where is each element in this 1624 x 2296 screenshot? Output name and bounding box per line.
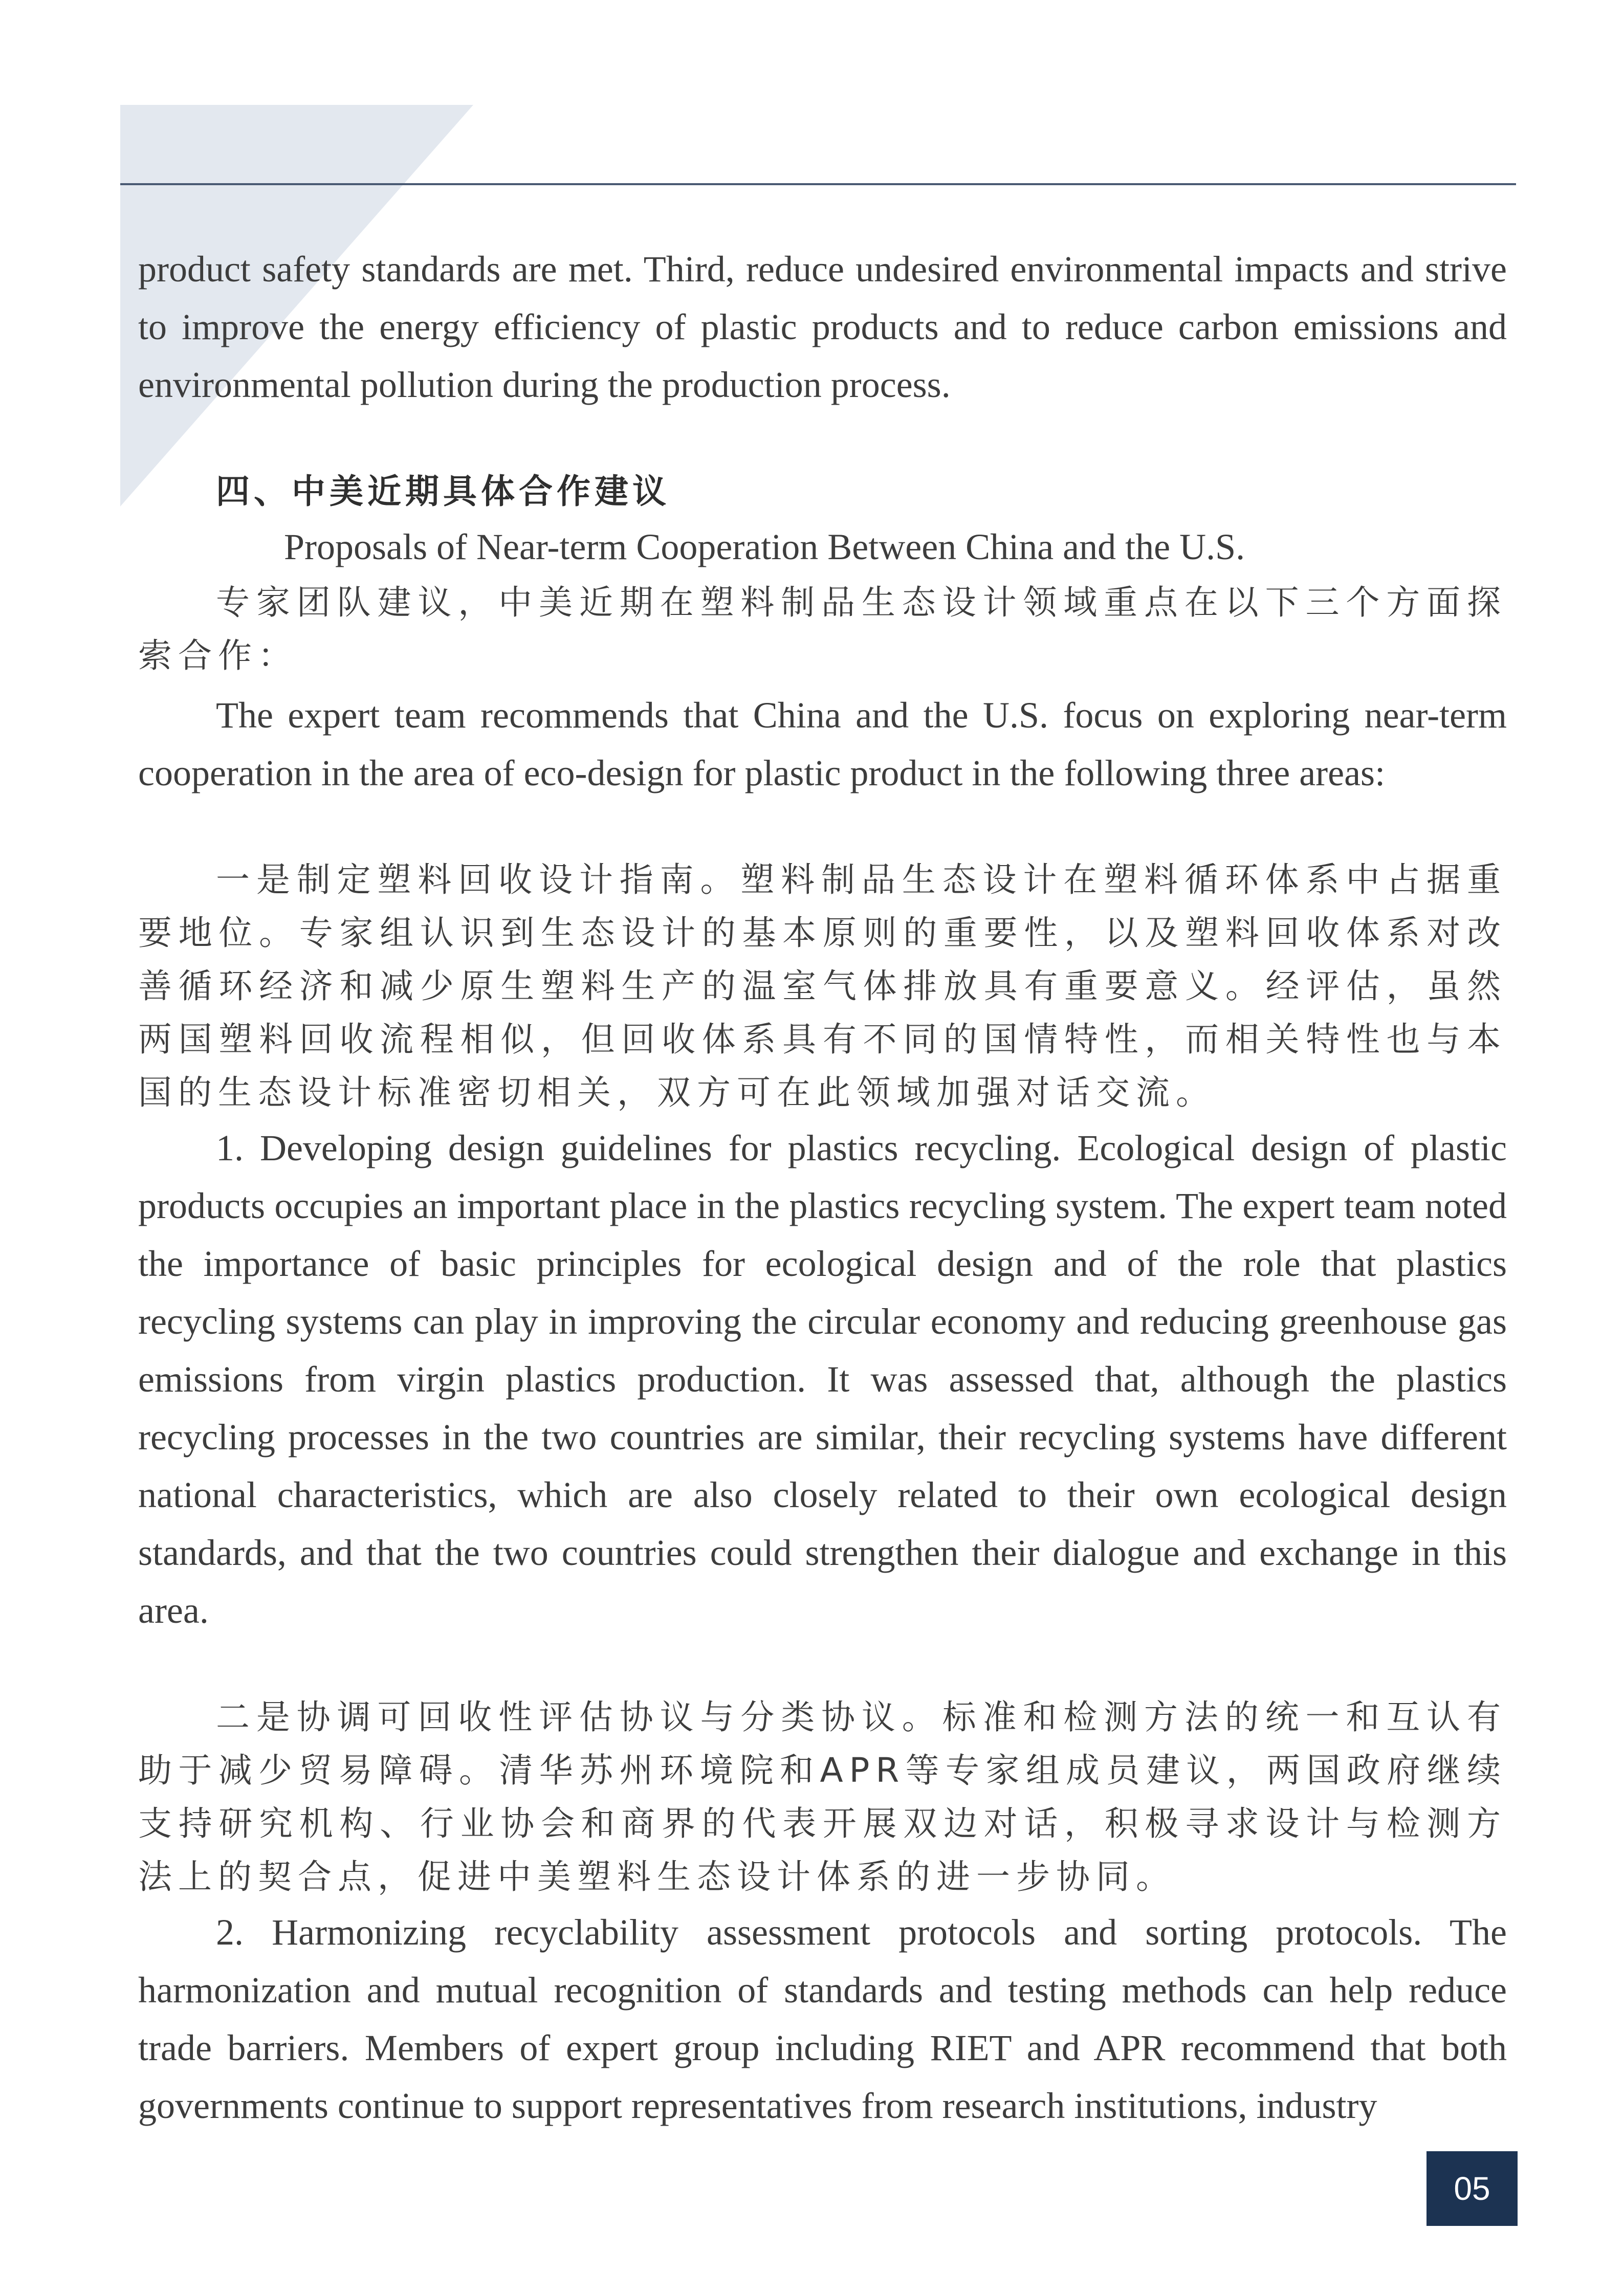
item-2-chinese: 二是协调可回收性评估协议与分类协议。标准和检测方法的统一和互认有助于减少贸易障碍。清华苏州环境院和APR等专家组成员建议，两国政府继续支持研究机构、行业协会和商界的代表开展双边对话，积极寻求设计与检测方法上的契合点，促进中美塑料生态设计体系的进一步协同。	[138, 1697, 1507, 1896]
document-body	[138, 240, 1507, 2135]
paragraph-continuation: product safety standards are met. Third, reduce undesired environmental impacts and strive to improve the energy efficiency of plastic products and to reduce carbon emissions and environmental pollution during the production process.	[138, 249, 1507, 405]
header-rule	[120, 183, 1516, 185]
item-1-english: 1. Developing design guidelines for plastics recycling. Ecological design of plastic products occupies an important place in the plastics recycling system. The expert team noted the importance of basic principles for ecological design and of the role that plastics recycling systems can play in improving the circular economy and reducing greenhouse gas emissions from virgin plastics production. It was assessed that, although the plastics recycling processes in the two countries are similar, their recycling systems have different national characteristics, which are also closely related to their own ecological design standards, and that the two countries could strengthen their dialogue and exchange in this area.	[138, 1128, 1507, 1631]
item-1-chinese: 一是制定塑料回收设计指南。塑料制品生态设计在塑料循环体系中占据重要地位。专家组认识到生态设计的基本原则的重要性，以及塑料回收体系对改善循环经济和减少原生塑料生产的温室气体排放具有重要意义。经评估，虽然两国塑料回收流程相似，但回收体系具有不同的国情特性，而相关特性也与本国的生态设计标准密切相关，双方可在此领域加强对话交流。	[138, 860, 1507, 1112]
intro-paragraph-english: The expert team recommends that China and the U.S. focus on exploring near-term cooperation in the area of eco-design for plastic product in the following three areas:	[138, 695, 1507, 793]
intro-paragraph-chinese: 专家团队建议，中美近期在塑料制品生态设计领域重点在以下三个方面探索合作：	[138, 583, 1507, 675]
section-heading-english: Proposals of Near-term Cooperation Between China and the U.S.	[284, 526, 1245, 567]
section-heading-chinese: 四、中美近期具体合作建议	[216, 472, 670, 511]
page-number-badge: 05	[1427, 2151, 1518, 2226]
item-2-english: 2. Harmonizing recyclability assessment protocols and sorting protocols. The harmonization and mutual recognition of standards and testing methods can help reduce trade barriers. Members of expert group including RIET and APR recommend that both governments continue to support representatives from research institutions, industry	[138, 1912, 1507, 2126]
